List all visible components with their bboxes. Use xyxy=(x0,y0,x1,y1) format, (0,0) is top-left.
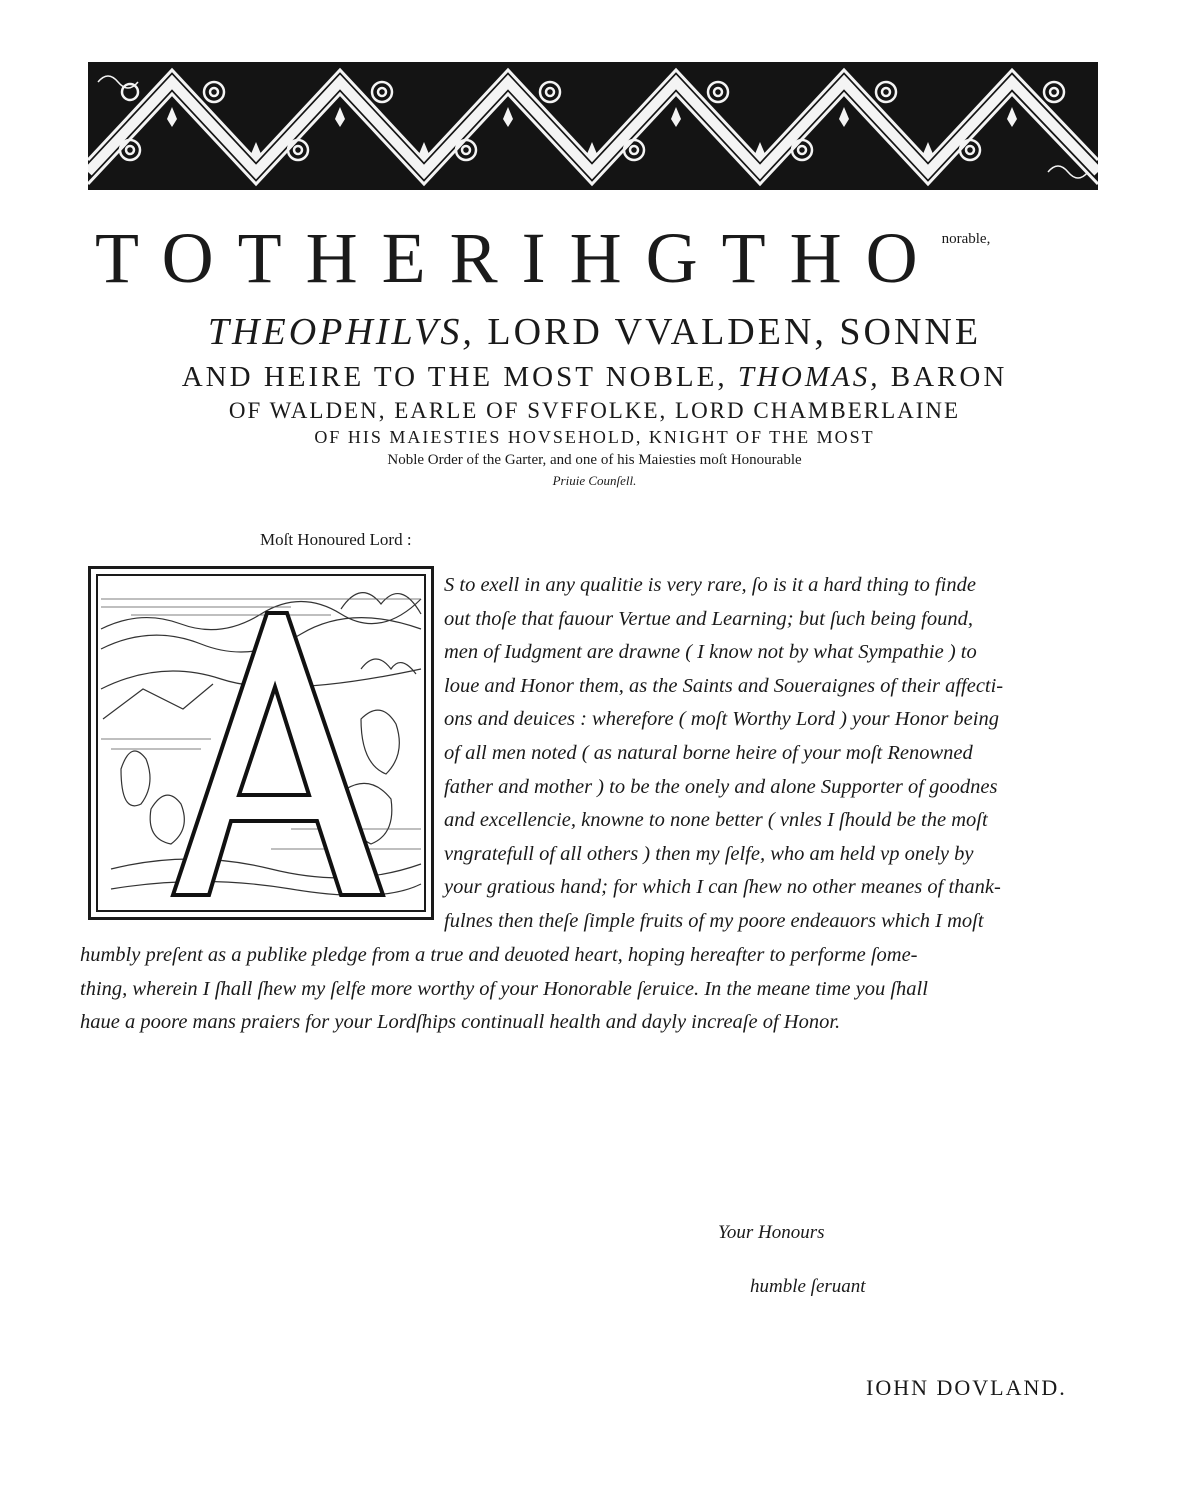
signature: IOHN DOVLAND. xyxy=(866,1375,1067,1400)
body-text-beside-capital xyxy=(444,569,1104,939)
ornamental-border-icon xyxy=(88,62,1098,190)
body-line: of all men noted ( as natural borne heire of your moſt Renowned xyxy=(444,741,973,764)
body-line: and excellencie, knowne to none better ( vnles I ſhould be the moſt xyxy=(444,809,988,832)
body-line: ons and deuices : wherefore ( moſt Worthy Lord ) your Honor being xyxy=(444,708,999,731)
body-line: loue and Honor them, as the Saints and Soueraignes of their affecti- xyxy=(444,674,1004,697)
closing-line-1: Your Honours xyxy=(718,1222,825,1243)
body-text-full-width xyxy=(80,939,1104,1040)
body-line: your gratious hand; for which I can ſhew no other meanes of thank- xyxy=(444,876,1001,899)
salutation: Moſt Honoured Lord : xyxy=(260,530,412,549)
address-name-theophilus: THEOPHILVS, xyxy=(207,311,475,353)
drop-cap-letter: A xyxy=(261,769,262,770)
address-line-1 xyxy=(0,313,1189,351)
address-line-5: Noble Order of the Garter, and one of his Maiesties moſt Honourable xyxy=(387,452,802,468)
address-line-6: Priuie Counſell. xyxy=(552,473,637,488)
body-line: humbly preſent as a publike pledge from a true and deuoted heart, hoping hereafter to performe ſome- xyxy=(80,944,918,966)
address-name-thomas: THOMAS, xyxy=(737,361,881,393)
address-line-3: OF WALDEN, EARLE OF SVFFOLKE, LORD CHAMBERLAINE xyxy=(228,398,961,423)
drop-cap-woodcut xyxy=(88,566,434,920)
body-line: haue a poore mans praiers for your Lordſhips continuall health and dayly increaſe of Honor. xyxy=(80,1011,841,1034)
address-line-2 xyxy=(0,363,1189,392)
address-line-2-a: AND HEIRE TO THE MOST NOBLE, xyxy=(181,361,728,393)
address-line-2-b: BARON xyxy=(890,361,1008,393)
dedication-heading xyxy=(95,218,1105,298)
body-line: men of Iudgment are drawne ( I know not by what Sympathie ) to xyxy=(444,641,977,664)
body-line: out thoſe that fauour Vertue and Learning; but ſuch being found, xyxy=(444,607,973,630)
body-line: fulnes then theſe ſimple fruits of my poore endeauors which I moſt xyxy=(444,909,984,932)
address-line-1-rest: LORD VVALDEN, SONNE xyxy=(487,311,982,353)
body-line: vngratefull of all others ) then my ſelfe, who am held vp onely by xyxy=(444,842,974,865)
body-line: S to exell in any qualitie is very rare, ſo is it a hard thing to finde xyxy=(444,574,976,596)
body-line: thing, wherein I ſhall ſhew my ſelfe more worthy of your Honorable ſeruice. In the meane time you ſhall xyxy=(80,977,928,1000)
address-line-4: OF HIS MAIESTIES HOVSEHOLD, KNIGHT OF THE MOST xyxy=(314,427,875,447)
heading-suffix: norable, xyxy=(941,231,991,247)
closing-line-2: humble ſeruant xyxy=(750,1276,866,1297)
heading-main: TOTHERIHGTHO xyxy=(95,218,942,298)
body-line: father and mother ) to be the onely and alone Supporter of goodnes xyxy=(444,775,998,798)
